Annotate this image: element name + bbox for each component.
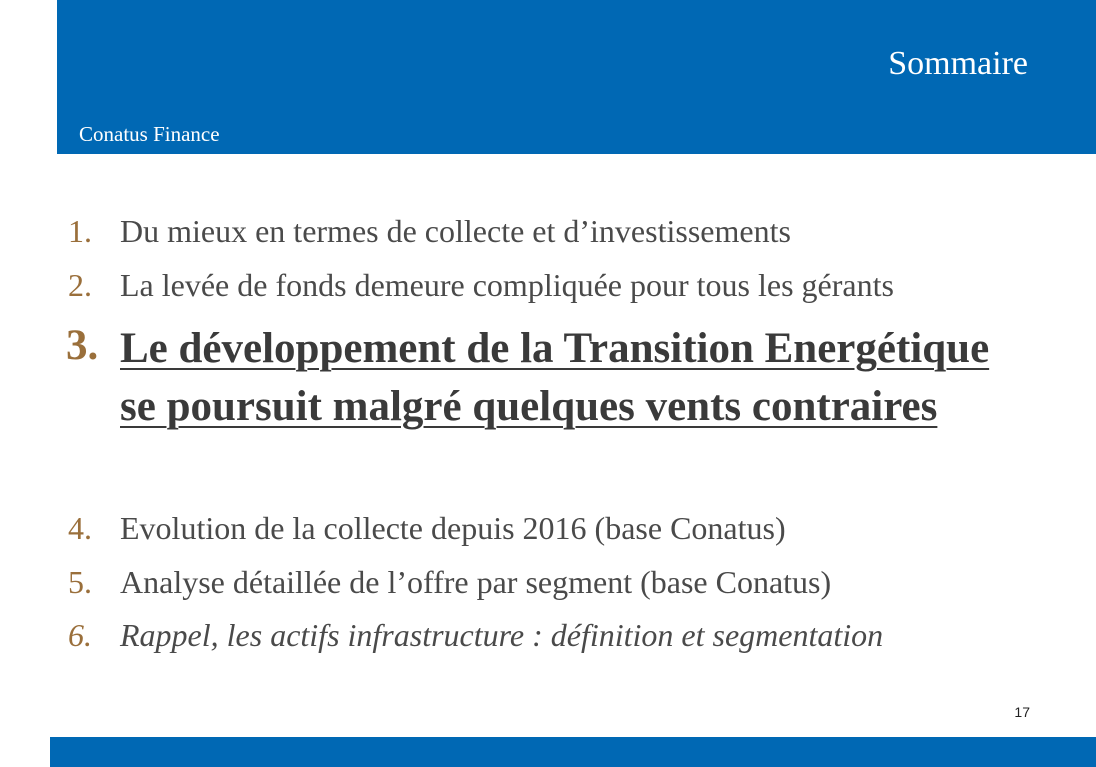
agenda-item-number: 1. bbox=[68, 213, 92, 249]
footer-band bbox=[50, 737, 1096, 767]
agenda-item-number: 5. bbox=[68, 564, 92, 600]
agenda-item-label: Analyse détaillée de l’offre par segment (base Conatus) bbox=[120, 564, 832, 600]
agenda-item-number: 2. bbox=[68, 267, 92, 303]
page-number: 17 bbox=[1014, 704, 1030, 720]
agenda-item-label: La levée de fonds demeure compliquée pour tous les gérants bbox=[120, 267, 894, 303]
agenda-item-number: 4. bbox=[68, 510, 92, 546]
agenda-item-label: Le développement de la Transition Energétique se poursuit malgré quelques vents contraires bbox=[120, 325, 990, 430]
agenda-item-label: Rappel, les actifs infrastructure : définition et segmentation bbox=[120, 617, 884, 653]
slide-title: Sommaire bbox=[888, 45, 1028, 82]
brand-name: Conatus Finance bbox=[79, 122, 220, 146]
agenda-item-label: Evolution de la collecte depuis 2016 (base Conatus) bbox=[120, 510, 786, 546]
agenda-item-number: 6. bbox=[68, 617, 92, 653]
agenda-item-label: Du mieux en termes de collecte et d’investissements bbox=[120, 213, 791, 249]
agenda-item-number: 3. bbox=[66, 322, 99, 369]
